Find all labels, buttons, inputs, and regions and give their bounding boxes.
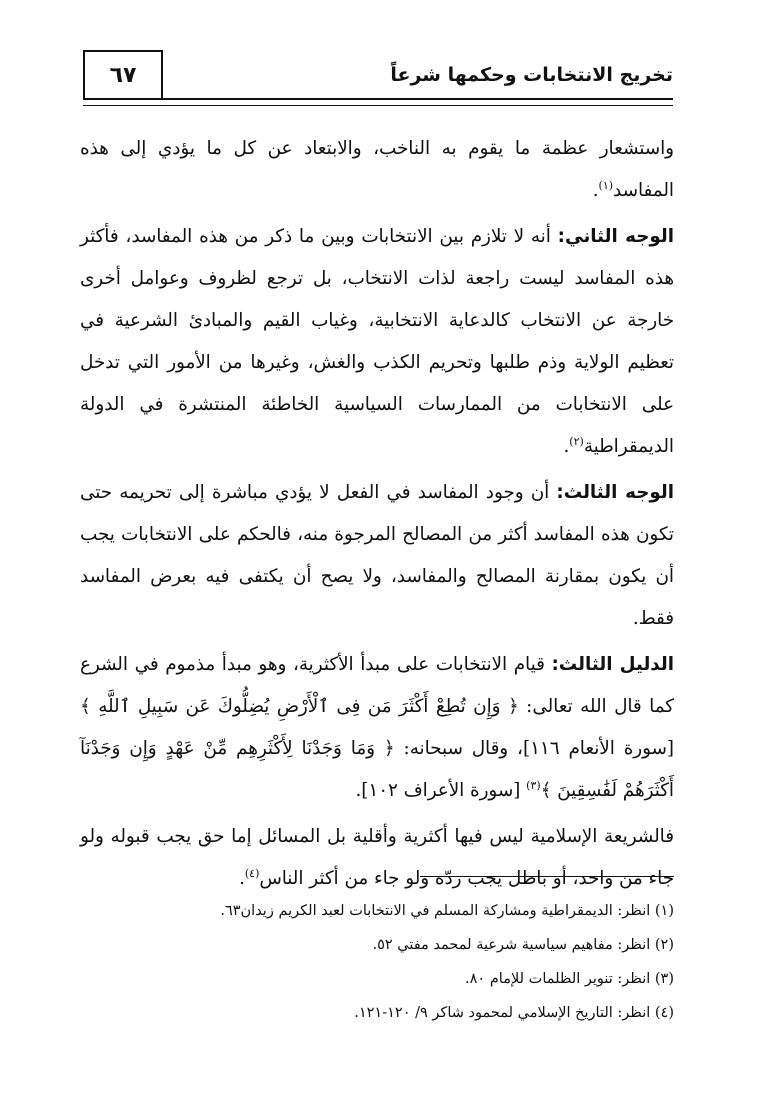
page-header bbox=[83, 50, 673, 108]
surah-citation: [سورة الأنعام ١١٦]، وقال سبحانه: bbox=[394, 738, 675, 759]
footnote-item: (٣) انظر: تنوير الظلمات للإمام ٨٠. bbox=[465, 971, 674, 987]
quran-verse: ﴿ وَمَا وَجَدْنَا لِأَكْثَرِهِم مِّنْ عَهْدٍ وَإِن وَجَدْنَآ أَكْثَرَهُمْ لَفَٰسِقِينَ ﴾ bbox=[80, 738, 674, 801]
section-label: الدليل الثالث: bbox=[551, 654, 675, 675]
running-title: تخريج الانتخابات وحكمها شرعاً bbox=[390, 64, 673, 86]
footnote-item: (٤) انظر: التاريخ الإسلامي لمحمود شاكر ٩/ ١٢٠-١٢١. bbox=[354, 1005, 674, 1021]
footnotes bbox=[80, 894, 674, 1030]
paragraph-text: قيام الانتخابات على مبدأ الأكثرية، وهو مبدأ مذموم في الشرع كما قال الله تعالى: bbox=[80, 654, 674, 717]
footnote-ref: (٣) bbox=[526, 778, 541, 792]
paragraph-1: واستشعار عظمة ما يقوم به الناخب، والابتعاد عن كل ما يؤدي إلى هذه المفاسد$^{(١)}$. bbox=[80, 138, 674, 201]
header-rule bbox=[163, 98, 673, 100]
paragraph-5: فالشريعة الإسلامية ليس فيها أكثرية وأقلية بل المسائل إما حق يجب قبوله ولو جاء من واحد، أو باطل يجب ردّه ولو جاء من أكثر الناس$^{(٤)}$. bbox=[80, 826, 674, 889]
paragraph-3 bbox=[80, 472, 674, 640]
paragraph-text: فالشريعة الإسلامية ليس فيها أكثرية وأقلية بل المسائل إما حق يجب قبوله ولو جاء من واحد، أو باطل يجب ردّه ولو جاء من أكثر الناس bbox=[80, 826, 674, 889]
page-number: ٦٧ bbox=[83, 50, 163, 100]
paragraph-text: أنه لا تلازم بين الانتخابات وبين ما ذكر من هذه المفاسد، فأكثر هذه المفاسد ليست راجعة لذات الانتخاب، بل ترجع لظروف وعوامل أخرى خارجة عن الانتخاب كالدعاية الانتخابية، وغياب القيم والمبادئ الشرعية في تعظيم الولاية وذم طلبها وتحريم الكذب والغش، وغيرها من الأمور التي تدخل على الانتخابات من الممارسات السياسية الخاطئة المنتشرة في الدولة الديمقراطية bbox=[80, 226, 674, 457]
section-label: الوجه الثاني: bbox=[557, 226, 674, 247]
quran-verse: ﴿ وَإِن تُطِعْ أَكْثَرَ مَن فِى ٱلْأَرْضِ يُضِلُّوكَ عَن سَبِيلِ ٱللَّهِ ﴾ bbox=[80, 696, 519, 717]
paragraph-2: الوجه الثاني: أنه لا تلازم بين الانتخابات وبين ما ذكر من هذه المفاسد، فأكثر هذه المفاسد ليست راجعة لذات الانتخاب، بل ترجع لظروف وعوامل أخرى خارجة عن الانتخاب كالدعاية الانتخابية، وغياب القيم والمبادئ الشرعية في تعظيم الولاية وذم طلبها وتحريم الكذب والغش، وغيرها من الأمور التي تدخل على الانتخابات من الممارسات السياسية الخاطئة المنتشرة في الدولة الديمقراطية$^{(٢)}$. bbox=[80, 226, 674, 457]
surah-citation: [سورة الأعراف ١٠٢]. bbox=[355, 780, 527, 801]
main-text bbox=[80, 128, 674, 904]
paragraph-4 bbox=[80, 644, 674, 812]
footnote-divider bbox=[420, 876, 674, 877]
footnote-ref: (١) bbox=[598, 178, 614, 192]
section-label: الوجه الثالث: bbox=[556, 482, 674, 503]
header-rule-thin bbox=[83, 105, 673, 106]
footnote-item: (١) انظر: الديمقراطية ومشاركة المسلم في الانتخابات لعبد الكريم زيدان٦٣. bbox=[220, 903, 674, 919]
paragraph-text: واستشعار عظمة ما يقوم به الناخب، والابتعاد عن كل ما يؤدي إلى هذه المفاسد bbox=[80, 138, 674, 201]
paragraph-text: أن وجود المفاسد في الفعل لا يؤدي مباشرة إلى تحريمه حتى تكون هذه المفاسد أكثر من المصالح المرجوة منه، فالحكم على الانتخابات يجب أن يكون بمقارنة المصالح والمفاسد، ولا يصح أن يكتفى فيه بعرض المفاسد فقط. bbox=[80, 482, 674, 629]
footnote-item: (٢) انظر: مفاهيم سياسية شرعية لمحمد مفتي ٥٢. bbox=[372, 937, 674, 953]
footnote-ref: (٢) bbox=[569, 434, 584, 448]
footnote-ref: (٤) bbox=[244, 866, 260, 880]
